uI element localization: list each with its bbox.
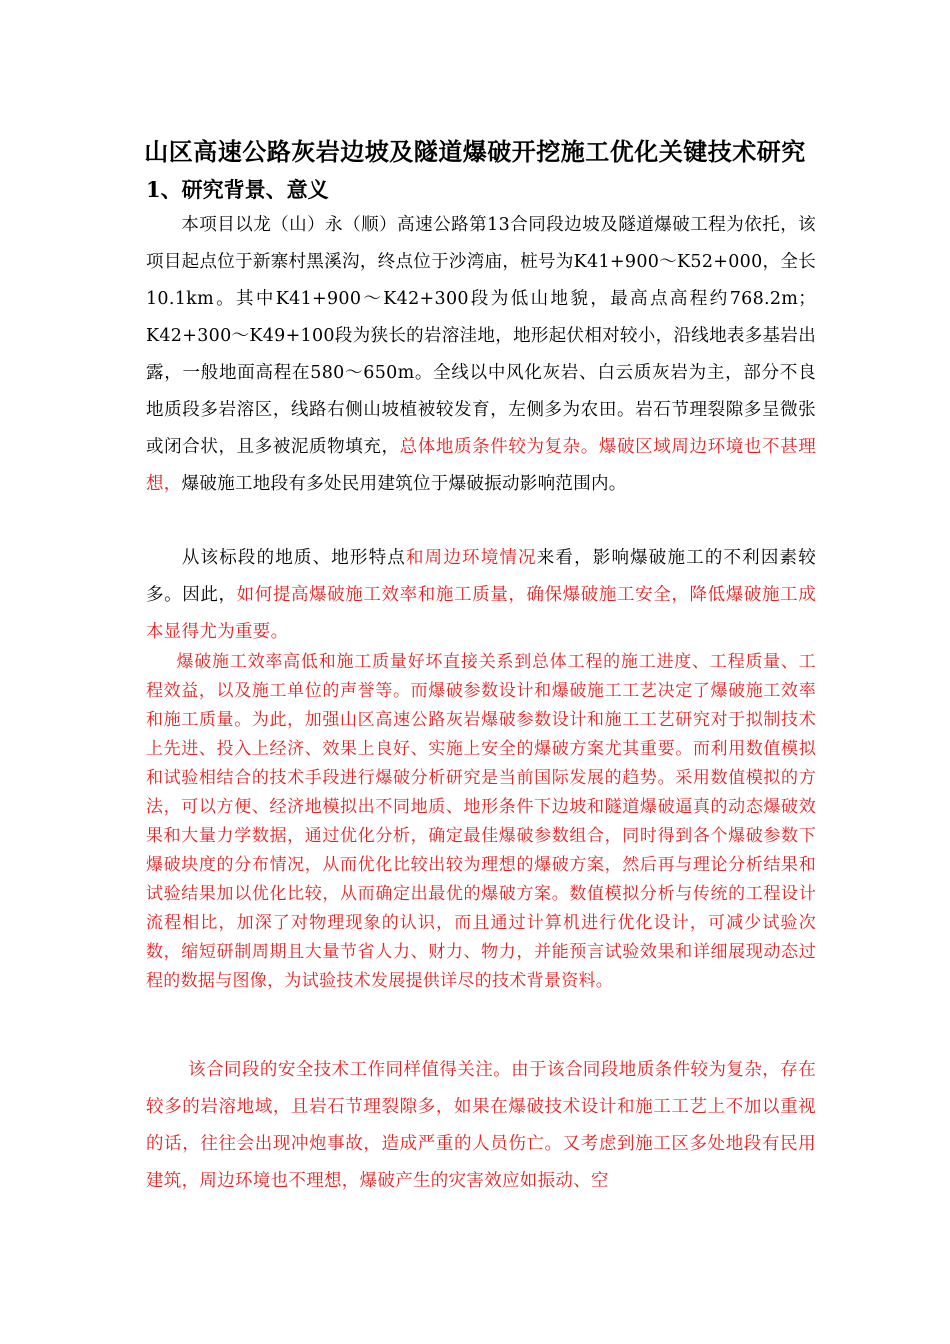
highlighted-text: 和周边环境情况 (406, 548, 537, 568)
section-heading: 1、研究背景、意义 (146, 177, 329, 202)
highlighted-text: 如何提高爆破施工效率和施工质量，确保爆破施工安全，降低爆破施工成本显得尤为重要。 (146, 585, 816, 642)
text-segment: 本项目以龙（山）永（顺）高速公路第13合同段边坡及隧道爆破工程为依托，该项目起点位于新寨村黑溪沟，终点位于沙湾庙，桩号为K41+900～K52+000，全长10.1km。其中K41+900～K42+300段为低山地貌，最高点高程约768.2m；K42+300～K49+100段为狭长的岩溶洼地，地形起伏相对较小，沿线地表多基岩出露，一般地面高程在580～650m。全线以中风化灰岩、白云质灰岩为主，部分不良地质段多岩溶区，线路右侧山坡植被较发育，左侧多为农田。岩石节理裂隙多呈微张或闭合状，且多被泥质物填充， (146, 215, 816, 457)
text-segment: 爆破施工地段有多处民用建筑位于爆破振动影响范围内。 (181, 474, 627, 494)
highlighted-text: 爆破施工效率高低和施工质量好坏直接关系到总体工程的施工进度、工程质量、工程效益，以及施工单位的声誉等。而爆破参数设计和爆破施工工艺决定了爆破施工效率和施工质量。为此，加强山区高速公路灰岩爆破参数设计和施工工艺研究对于拟制技术上先进、投入上经济、效果上良好、实施上安全的爆破方案尤其重要。而利用数值模拟和试验相结合的技术手段进行爆破分析研究是当前国际发展的趋势。采用数值模拟的方法，可以方便、经济地模拟出不同地质、地形条件下边坡和隧道爆破逼真的动态爆破效果和大量力学数据，通过优化分析，确定最佳爆破参数组合，同时得到各个爆破参数下爆破块度的分布情况，从而优化比较出较为理想的爆破方案，然后再与理论分析结果和试验结果加以优化比较，从而确定出最优的爆破方案。数值模拟分析与传统的工程设计流程相比，加深了对物理现象的认识，而且通过计算机进行优化设计，可减少试验次数，缩短研制周期且大量节省人力、财力、物力，并能预言试验效果和详细展现动态过程的数据与图像，为试验技术发展提供详尽的技术背景资料。 (146, 652, 816, 991)
highlighted-text: 总体地质条件较为复杂。爆破区域周边环境也不甚理想， (146, 437, 816, 494)
text-segment: 来看，影响爆破施工的不利因素较多。因此， (146, 548, 816, 605)
document-title: 山区高速公路灰岩边坡及隧道爆破开挖施工优化关键技术研究 (144, 137, 806, 166)
paragraph-project-background (146, 207, 816, 503)
highlighted-text: 该合同段的安全技术工作同样值得关注。由于该合同段地质条件较为复杂，存在较多的岩溶地域，且岩石节理裂隙多，如果在爆破技术设计和施工工艺上不加以重视的话，往往会出现冲炮事故，造成严重的人员伤亡。又考虑到施工区多处地段有民用建筑，周边环境也不理想，爆破产生的灾害效应如振动、空 (146, 1060, 816, 1191)
paragraph-site-conditions (146, 540, 816, 651)
paragraph-safety (146, 1052, 816, 1200)
paragraph-numerical-simulation (146, 648, 816, 996)
text-segment: 从该标段的地质、地形特点 (181, 548, 406, 568)
